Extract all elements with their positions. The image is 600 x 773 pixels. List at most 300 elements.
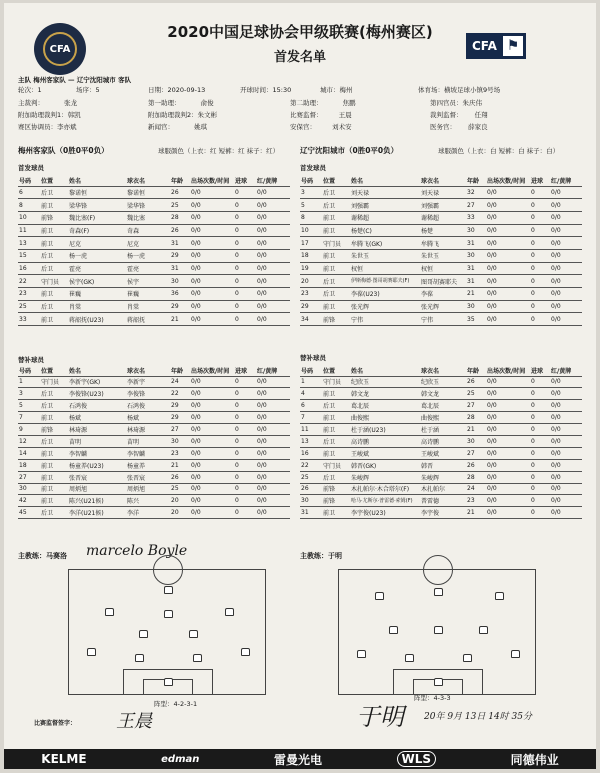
table-cell: 20 (300, 275, 322, 288)
table-cell: 纪欣玉 (350, 376, 420, 388)
table-cell: 0 (234, 237, 256, 250)
table-cell: 尼克 (126, 237, 170, 250)
table-cell: 0 (234, 211, 256, 224)
table-cell: 0/0 (486, 300, 530, 313)
table-cell: 葛北辰 (420, 400, 466, 412)
table-cell: 前锋 (322, 313, 350, 326)
table-cell: 5 (300, 199, 322, 212)
table-cell: 0 (530, 300, 550, 313)
table-cell: 韩文龙 (350, 388, 420, 400)
table-cell: 杨一虎 (126, 249, 170, 262)
table-cell: 0/0 (486, 224, 530, 237)
sponsor-leyard: 雷曼光电 (273, 752, 322, 767)
table-cell: 韩文龙 (420, 388, 466, 400)
table-row (300, 275, 582, 288)
table-cell: 0/0 (256, 275, 290, 288)
table-cell: 0/0 (486, 447, 530, 459)
table-row (18, 376, 290, 388)
table-cell: 后卫 (322, 471, 350, 483)
table-cell: 31 (466, 262, 486, 275)
table-cell: 0/0 (190, 459, 234, 471)
table-cell: 0/0 (190, 237, 234, 250)
table-cell: 后卫 (40, 388, 68, 400)
table-cell: 杜于涵 (420, 424, 466, 436)
match-date: 日期：2020-09-13 (148, 86, 206, 94)
table-cell: 27 (18, 471, 40, 483)
table-cell: 张晋宸 (126, 471, 170, 483)
table-row (18, 249, 290, 262)
table-row (300, 211, 582, 224)
column-header: 位置 (40, 175, 68, 186)
table-cell: 后卫 (322, 275, 350, 288)
table-cell: 0/0 (256, 262, 290, 275)
table-cell: 0 (530, 376, 550, 388)
table-cell: 0 (530, 447, 550, 459)
column-header: 年龄 (466, 365, 486, 376)
page-subtitle: 首发名单 (273, 50, 326, 65)
table-cell: 0/0 (550, 249, 582, 262)
table-cell: 0/0 (190, 507, 234, 519)
table-cell: 霍亮 (126, 262, 170, 275)
table-cell: 0/0 (190, 186, 234, 199)
table-row (300, 249, 582, 262)
table-cell: 17 (300, 237, 322, 250)
table-cell: 0/0 (256, 447, 290, 459)
match-coordinator: 赛区协调员：李亦斌 (18, 123, 77, 131)
table-cell: 0/0 (256, 211, 290, 224)
table-cell: 0/0 (486, 424, 530, 436)
home-starting-table (18, 175, 290, 326)
table-row (300, 471, 582, 483)
table-cell: 0/0 (256, 199, 290, 212)
table-cell: 0/0 (550, 507, 582, 519)
commissioner-signature: 王晨 (116, 711, 152, 732)
away-team-name: 辽宁沈阳城市（0胜0平0负） (300, 146, 399, 155)
table-row (18, 300, 290, 313)
table-cell: 梁华锋 (68, 199, 126, 212)
column-header: 出场次数/时间 (190, 175, 234, 186)
table-cell: 0/0 (256, 471, 290, 483)
table-cell: 0 (234, 400, 256, 412)
table-cell: 0/0 (486, 459, 530, 471)
table-cell: 0/0 (190, 483, 234, 495)
table-cell: 33 (18, 313, 40, 326)
table-cell: 0/0 (486, 288, 530, 301)
table-cell: 6 (300, 400, 322, 412)
table-cell: 守门员 (40, 376, 68, 388)
table-cell: 0/0 (486, 275, 530, 288)
table-cell: 石鸿俊 (126, 400, 170, 412)
column-header: 红/黄牌 (256, 365, 290, 376)
table-cell: 0/0 (550, 459, 582, 471)
table-cell: 韩晋 (420, 459, 466, 471)
table-cell: 0 (530, 224, 550, 237)
table-cell: 0 (234, 224, 256, 237)
add-ar1: 附加助理裁判1：韩凯 (18, 111, 81, 119)
table-cell: 权恒 (420, 262, 466, 275)
column-header: 号码 (18, 175, 40, 186)
table-cell: 21 (466, 424, 486, 436)
table-cell: 杨楚 (420, 224, 466, 237)
table-cell: 0/0 (190, 447, 234, 459)
table-row (300, 186, 582, 199)
table-row (18, 424, 290, 436)
table-row (18, 388, 290, 400)
table-cell: 0 (530, 435, 550, 447)
table-cell: 张光辉 (420, 300, 466, 313)
table-cell: 9 (18, 424, 40, 436)
table-cell: 26 (170, 186, 190, 199)
table-cell: 侯宇(GK) (68, 275, 126, 288)
table-row (300, 237, 582, 250)
sponsor-tongde: 同德伟业 (510, 752, 559, 767)
table-cell: 0/0 (256, 300, 290, 313)
table-cell: 0/0 (486, 199, 530, 212)
table-cell: 0/0 (256, 288, 290, 301)
table-cell: 0/0 (486, 400, 530, 412)
table-cell: 0/0 (550, 424, 582, 436)
table-cell: 纪欣玉 (420, 376, 466, 388)
table-cell: 0/0 (550, 412, 582, 424)
table-cell: 0/0 (256, 459, 290, 471)
lineup-sheet (4, 3, 596, 769)
table-cell: 0 (530, 483, 550, 495)
table-cell: 0/0 (550, 237, 582, 250)
table-cell: 高诗鹏 (350, 435, 420, 447)
table-cell: 朱峻辉 (350, 471, 420, 483)
table-cell: 0/0 (190, 400, 234, 412)
table-cell: 30 (18, 483, 40, 495)
table-cell: 周炳旭 (68, 483, 126, 495)
table-row (18, 237, 290, 250)
table-header (300, 175, 582, 186)
table-cell: 0/0 (190, 275, 234, 288)
table-cell: 守门员 (322, 459, 350, 471)
table-cell: 0/0 (486, 211, 530, 224)
table-cell: 牟腾飞 (420, 237, 466, 250)
table-cell: 23 (170, 447, 190, 459)
table-cell: 0/0 (256, 186, 290, 199)
commissioner: 比赛监督： 王晨 (290, 111, 352, 119)
table-cell: 23 (300, 288, 322, 301)
table-cell: 王峻斌 (420, 447, 466, 459)
table-cell: 26 (300, 483, 322, 495)
table-cell: 0/0 (486, 507, 530, 519)
table-cell: 0/0 (550, 288, 582, 301)
column-header: 进球 (530, 175, 550, 186)
table-cell: 20 (170, 495, 190, 507)
table-cell: 0/0 (256, 376, 290, 388)
table-cell: 13 (300, 435, 322, 447)
table-cell: 守门员 (40, 275, 68, 288)
table-cell: 杨童养 (126, 459, 170, 471)
table-cell: 0/0 (550, 495, 582, 507)
table-cell: 前锋 (322, 495, 350, 507)
away-formation-pitch (338, 569, 536, 695)
column-header: 年龄 (466, 175, 486, 186)
table-cell: 0/0 (190, 224, 234, 237)
column-header: 位置 (322, 365, 350, 376)
table-cell: 27 (466, 447, 486, 459)
table-cell: 杨楚(C) (350, 224, 420, 237)
table-cell: 10 (18, 211, 40, 224)
table-cell: 0 (530, 424, 550, 436)
table-cell: 前卫 (322, 424, 350, 436)
table-cell: 21 (466, 288, 486, 301)
table-cell: 崔巍 (68, 288, 126, 301)
table-row (18, 471, 290, 483)
table-cell: 1 (18, 376, 40, 388)
table-row (18, 262, 290, 275)
table-cell: 李智麟 (68, 447, 126, 459)
medical-officer: 医务官： 薛家良 (430, 123, 488, 131)
table-cell: 21 (170, 313, 190, 326)
table-cell: 林琦源 (126, 424, 170, 436)
column-header: 球衣名 (420, 365, 466, 376)
table-cell: 30 (170, 435, 190, 447)
media-officer: 新闻官： 姚琪 (148, 123, 208, 131)
table-cell: 0 (530, 262, 550, 275)
column-header: 进球 (234, 175, 256, 186)
table-row (300, 483, 582, 495)
column-header: 号码 (300, 365, 322, 376)
table-row (300, 224, 582, 237)
away-subs-label: 替补球员 (300, 354, 326, 362)
table-cell: 0 (234, 288, 256, 301)
table-cell: 魏比塞 (126, 211, 170, 224)
column-header: 出场次数/时间 (190, 365, 234, 376)
table-cell: 24 (466, 483, 486, 495)
table-cell: 杨斌 (126, 412, 170, 424)
table-cell: 朱峻辉 (420, 471, 466, 483)
table-cell: 0 (234, 495, 256, 507)
home-subs-table (18, 365, 290, 519)
table-cell: 0 (234, 447, 256, 459)
table-row (18, 459, 290, 471)
away-starting-label: 首发球员 (300, 164, 326, 172)
table-cell: 刘强霸 (420, 199, 466, 212)
table-cell: 前卫 (40, 313, 68, 326)
table-row (300, 424, 582, 436)
column-header: 年龄 (170, 175, 190, 186)
table-cell: 0 (234, 199, 256, 212)
table-cell: 0/0 (486, 376, 530, 388)
table-cell: 0 (530, 275, 550, 288)
table-row (18, 224, 290, 237)
table-cell: 0/0 (486, 237, 530, 250)
sponsor-kelme: KELME (41, 752, 87, 766)
away-kit-colors: 球服颜色（上衣：白 短裤：白 袜子：白） (438, 147, 560, 155)
table-cell: 19 (300, 262, 322, 275)
table-row (18, 507, 290, 519)
table-cell: 7 (18, 412, 40, 424)
table-cell: 侯宇 (126, 275, 170, 288)
table-cell: 0 (234, 483, 256, 495)
home-team-name: 梅州客家队（0胜0平0负） (18, 146, 109, 155)
table-row (300, 313, 582, 326)
table-cell: 25 (170, 199, 190, 212)
table-cell: 刘强霸 (350, 199, 420, 212)
table-cell: 21 (466, 507, 486, 519)
table-cell: 0/0 (486, 388, 530, 400)
table-cell: 0 (530, 471, 550, 483)
table-cell: 0/0 (550, 224, 582, 237)
table-cell: 0/0 (550, 275, 582, 288)
table-cell: 前卫 (322, 507, 350, 519)
column-header: 进球 (234, 365, 256, 376)
table-cell: 后卫 (40, 435, 68, 447)
table-cell: 0/0 (550, 211, 582, 224)
table-header (18, 175, 290, 186)
table-cell: 0/0 (256, 424, 290, 436)
table-header (18, 365, 290, 376)
table-cell: 12 (18, 435, 40, 447)
away-coach-signature: 于明 (356, 703, 404, 731)
table-cell: 0 (234, 471, 256, 483)
column-header: 号码 (18, 365, 40, 376)
table-cell: 0 (530, 288, 550, 301)
table-cell: 后卫 (322, 400, 350, 412)
table-cell: 6 (18, 186, 40, 199)
table-cell: 27 (170, 424, 190, 436)
table-cell: 宁伟 (420, 313, 466, 326)
table-cell: 0/0 (256, 224, 290, 237)
away-starting-table (300, 175, 582, 326)
table-cell: 梁华锋 (126, 199, 170, 212)
table-row (18, 495, 290, 507)
fourth-official: 第四官员：朱庆伟 (430, 99, 482, 107)
table-cell: 前卫 (322, 412, 350, 424)
table-cell: 0 (530, 412, 550, 424)
table-cell: 0/0 (190, 424, 234, 436)
table-cell: 李洋 (126, 507, 170, 519)
table-cell: 李俊锋 (126, 388, 170, 400)
table-cell: 前卫 (40, 459, 68, 471)
table-cell: 0/0 (256, 412, 290, 424)
table-cell: 霍亮 (68, 262, 126, 275)
table-cell: 后卫 (40, 507, 68, 519)
table-cell: 尼克 (68, 237, 126, 250)
table-cell: 刘天禄 (420, 186, 466, 199)
ar2: 第二助理： 焦鹏 (290, 99, 356, 107)
table-cell: 0/0 (550, 186, 582, 199)
table-cell: 26 (466, 376, 486, 388)
table-cell: 16 (300, 447, 322, 459)
table-cell: 0/0 (486, 435, 530, 447)
table-cell: 0 (234, 435, 256, 447)
table-cell: 0/0 (256, 237, 290, 250)
table-cell: 3 (300, 186, 322, 199)
table-cell: 守门员 (322, 376, 350, 388)
table-cell: 哈马·尤斯尔·普雷德·索姆(F) (350, 495, 420, 507)
table-cell: 前卫 (40, 471, 68, 483)
sponsor-edman: edman (161, 753, 200, 765)
column-header: 位置 (322, 175, 350, 186)
table-cell: 前卫 (40, 288, 68, 301)
table-cell: 7 (300, 412, 322, 424)
table-cell: 0 (530, 507, 550, 519)
table-cell: 0 (530, 199, 550, 212)
table-cell: 张晋宸 (68, 471, 126, 483)
table-cell: 图哥胡赛耶夫 (420, 275, 466, 288)
table-cell: 前卫 (322, 211, 350, 224)
table-cell: 25 (300, 471, 322, 483)
table-cell: 前锋 (322, 483, 350, 495)
table-cell: 1 (300, 376, 322, 388)
table-row (18, 275, 290, 288)
table-cell: 34 (300, 313, 322, 326)
table-cell: 4 (300, 388, 322, 400)
table-cell: 30 (170, 275, 190, 288)
table-cell: 31 (170, 237, 190, 250)
table-cell: 20 (170, 507, 190, 519)
table-cell: 林琦源 (68, 424, 126, 436)
table-cell: 0/0 (486, 313, 530, 326)
table-cell: 0/0 (550, 313, 582, 326)
table-cell: 0 (234, 300, 256, 313)
table-cell: 0 (530, 400, 550, 412)
table-cell: 45 (18, 507, 40, 519)
column-header: 球衣名 (126, 175, 170, 186)
table-cell: 苗明 (68, 435, 126, 447)
table-cell: 5 (18, 400, 40, 412)
table-cell: 杨童养(U23) (68, 459, 126, 471)
table-row (300, 262, 582, 275)
table-cell: 前卫 (322, 388, 350, 400)
table-cell: 前卫 (322, 249, 350, 262)
table-cell: 前卫 (40, 412, 68, 424)
table-cell: 前卫 (322, 447, 350, 459)
table-cell: 李新宇(GK) (68, 376, 126, 388)
table-row (300, 447, 582, 459)
commissioner-signature-label: 比赛监督签字： (34, 720, 77, 727)
table-cell: 31 (170, 262, 190, 275)
table-cell: 后卫 (40, 262, 68, 275)
table-cell: 0/0 (256, 249, 290, 262)
table-cell: 后卫 (322, 199, 350, 212)
table-cell: 0/0 (256, 507, 290, 519)
away-formation: 阵型：4-3-3 (414, 694, 451, 702)
table-cell: 李俊锋(U23) (68, 388, 126, 400)
table-cell: 木扎帕尔 (420, 483, 466, 495)
table-cell: 28 (170, 211, 190, 224)
table-cell: 前卫 (40, 199, 68, 212)
sponsor-bar (4, 749, 596, 769)
referee: 主裁判： 张龙 (18, 99, 78, 107)
table-cell: 0 (530, 388, 550, 400)
table-cell: 0 (234, 275, 256, 288)
away-subs-table (300, 365, 582, 519)
table-cell: 22 (170, 388, 190, 400)
table-cell: 0/0 (190, 199, 234, 212)
table-cell: 0/0 (550, 471, 582, 483)
table-row (300, 376, 582, 388)
home-starting-label: 首发球员 (18, 164, 44, 172)
table-cell: 石鸿俊 (68, 400, 126, 412)
table-cell: 0/0 (550, 435, 582, 447)
table-row (18, 447, 290, 459)
table-cell: 0/0 (486, 495, 530, 507)
table-cell: 崔巍 (126, 288, 170, 301)
table-row (300, 400, 582, 412)
table-cell: 22 (300, 459, 322, 471)
table-cell: 前卫 (40, 483, 68, 495)
table-cell: 前卫 (40, 224, 68, 237)
table-cell: 朱世玉 (420, 249, 466, 262)
table-cell: 28 (466, 412, 486, 424)
table-cell: 31 (466, 275, 486, 288)
table-cell: 0/0 (256, 495, 290, 507)
